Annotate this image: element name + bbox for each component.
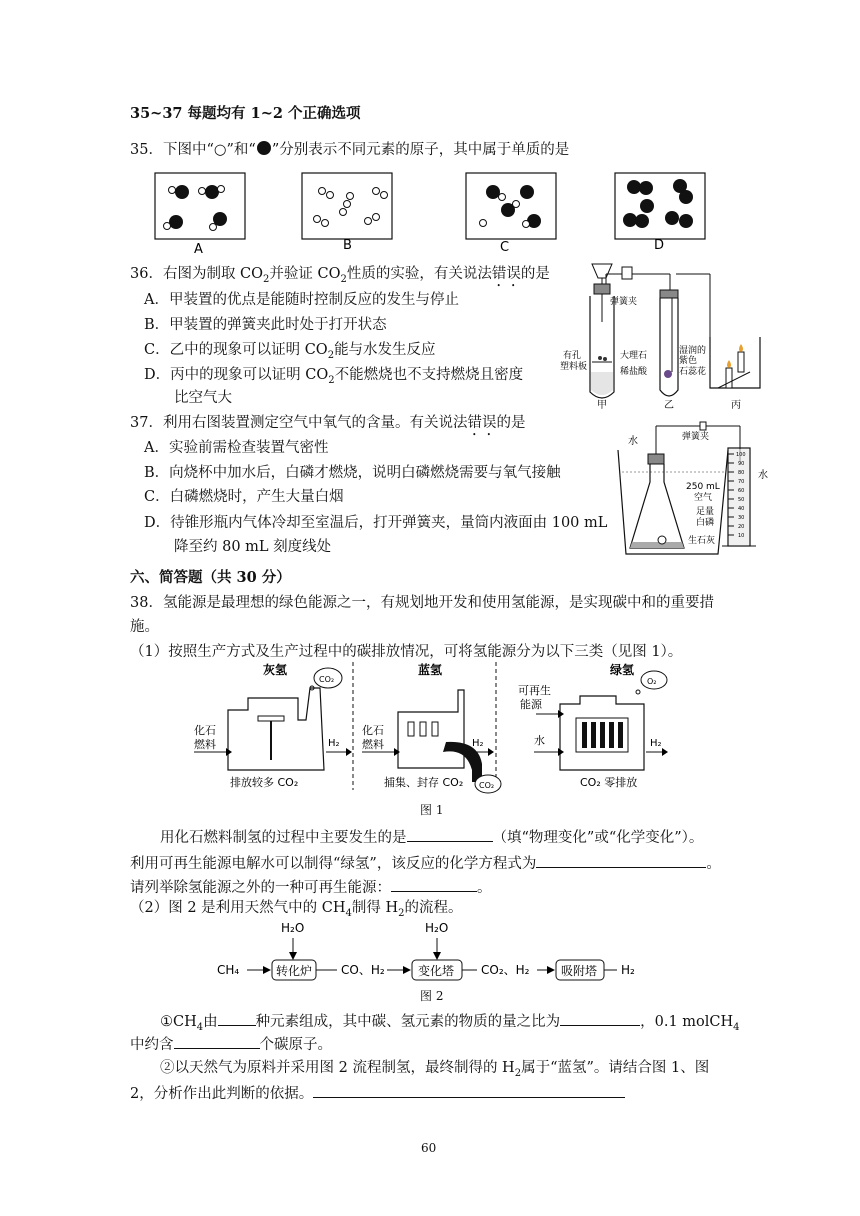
q38-intro-line1: 38．氢能源是最理想的绿色能源之一，有规划地开发和使用氢能源，是实现碳中和的重要措 xyxy=(130,595,714,611)
fig36-bing: 丙 xyxy=(731,400,741,411)
q36-apparatus-figure xyxy=(560,262,775,412)
q37-option-d: D．待锥形瓶内气体冷却至室温后，打开弹簧夹，量筒内液面由 100 mL xyxy=(144,515,608,531)
q37-option-d-line2: 降至约 80 mL 刻度线处 xyxy=(174,539,332,555)
q37-stem-pre: 37．利用右图装置测定空气中氧气的含量。有关说法 xyxy=(130,415,468,431)
sub: 4 xyxy=(196,1021,204,1033)
q38-p2-pre: （2）图 2 是利用天然气中的 CH xyxy=(130,900,346,916)
q37-emphasis: 错误 xyxy=(467,415,497,431)
q37-stem xyxy=(130,413,525,439)
sub: 2 xyxy=(327,349,335,361)
q36-option-b: B．甲装置的弹簧夹此时处于打开状态 xyxy=(144,317,387,333)
q37-apparatus-figure xyxy=(610,422,772,556)
svg-text:90: 90 xyxy=(738,461,745,467)
answer-blank-5[interactable] xyxy=(560,1010,640,1026)
q38-l1-post: （填“物理变化”或“化学变化”）。 xyxy=(492,830,704,846)
fig1-green-water: 水 xyxy=(534,734,545,747)
q38-s1-f: 个碳原子。 xyxy=(259,1037,332,1053)
q35-label-a: A xyxy=(194,242,203,257)
q38-s2-a: ②以天然气为原料并采用图 2 流程制氢，最终制得的 H xyxy=(160,1060,515,1076)
q35-a-molecules xyxy=(164,185,228,231)
q35-label-d: D xyxy=(654,238,665,253)
fig2-caption: 图 2 xyxy=(420,989,444,1003)
fig36-yi: 乙 xyxy=(664,400,674,411)
fig1-co2-blue: CO₂ xyxy=(479,781,495,790)
q38-s2-c: 2，分析作出此判断的依据。 xyxy=(130,1086,314,1102)
q38-s1-d: ，0.1 molCH xyxy=(640,1014,734,1030)
fig1-grey-fossil1: 化石 xyxy=(194,724,216,737)
q36-c-post: 能与水发生反应 xyxy=(334,342,436,358)
sub: 4 xyxy=(733,1021,740,1033)
fig36-acid: 稀盐酸 xyxy=(620,367,648,377)
q36-stem-post: 性质的实验，有关说法 xyxy=(346,266,492,282)
fig37-enough1: 足量 xyxy=(696,507,715,517)
q38-p2-post: 的流程。 xyxy=(404,900,463,916)
q36-c-pre: C．乙中的现象可以证明 CO xyxy=(144,342,328,358)
q35-stem-post: ”分别表示不同元素的原子，其中属于单质的是 xyxy=(271,142,570,158)
svg-text:70: 70 xyxy=(738,479,745,485)
fig36-plate: 有孔 xyxy=(563,351,582,361)
q38-l2-end: 。 xyxy=(706,856,721,872)
fig2-mid2: CO₂、H₂ xyxy=(481,963,530,977)
fig2-mid1: CO、H₂ xyxy=(341,963,385,977)
fig1-renew1: 可再生 xyxy=(518,684,551,697)
answer-blank-1[interactable] xyxy=(407,826,493,842)
q35-b-molecules xyxy=(314,188,388,227)
fig1-grey-fossil2: 燃料 xyxy=(194,738,216,751)
fig1-blue-fossil2: 燃料 xyxy=(362,738,384,751)
fig1-blue-h2: H₂ xyxy=(472,738,484,749)
fig37-enough2: 白磷 xyxy=(696,518,715,528)
fig1-green-h2: H₂ xyxy=(650,738,662,749)
fig37-water2: 水 xyxy=(758,470,768,481)
fig1-co2-grey: CO₂ xyxy=(319,675,335,684)
svg-text:80: 80 xyxy=(738,470,745,476)
q38-l1 xyxy=(160,826,703,848)
q38-part1: （1）按照生产方式及生产过程中的碳排放情况，可将氢能源分为以下三类（见图 1）。 xyxy=(130,644,683,660)
black-atom-icon xyxy=(257,141,271,155)
q38-l3-text: 请列举除氢能源之外的一种可再生能源： xyxy=(130,880,391,896)
q38-p2-mid: 制得 H xyxy=(351,900,399,916)
q36-option-a: A．甲装置的优点是能随时控制反应的发生与停止 xyxy=(144,292,459,308)
q38-s2-line2 xyxy=(130,1082,625,1104)
svg-text:30: 30 xyxy=(738,515,745,521)
q38-s1-a: ①CH xyxy=(160,1014,197,1030)
fig2-h2o-2: H₂O xyxy=(425,921,449,935)
q36-stem xyxy=(130,264,550,290)
fig37-vol: 250 mL xyxy=(686,482,720,492)
q37-stem-end: 的是 xyxy=(496,415,526,431)
fig2-out: H₂ xyxy=(621,963,635,977)
fig1-hydrogen-types xyxy=(188,660,728,800)
fig1-green-caption: CO₂ 零排放 xyxy=(580,776,638,789)
q35-c-molecules xyxy=(480,185,542,228)
fig36-clip: 弹簧夹 xyxy=(610,297,638,307)
q38-s1-c: 种元素组成，其中碳、氢元素的物质的量之比为 xyxy=(255,1014,561,1030)
fig1-grey-caption: 排放较多 CO₂ xyxy=(230,776,299,789)
fig36-plate2: 塑料板 xyxy=(560,362,588,372)
q36-option-c xyxy=(144,340,436,366)
fig1-renew2: 能源 xyxy=(520,698,542,711)
q35-stem xyxy=(130,140,569,160)
fig2-adsorb: 吸附塔 xyxy=(561,964,598,978)
svg-text:20: 20 xyxy=(738,524,745,530)
sub: 4 xyxy=(345,907,352,919)
answer-blank-6[interactable] xyxy=(174,1033,260,1049)
q35-stem-pre: 35．下图中“○”和“ xyxy=(130,142,256,158)
fig36-marble: 大理石 xyxy=(620,351,648,361)
part6-title: 六、简答题（共 30 分） xyxy=(130,569,291,586)
answer-blank-4[interactable] xyxy=(218,1010,256,1026)
fig1-caption: 图 1 xyxy=(420,803,444,817)
fig2-furnace: 转化炉 xyxy=(276,964,313,978)
q36-option-d xyxy=(144,365,523,391)
svg-text:40: 40 xyxy=(738,506,745,512)
svg-text:10: 10 xyxy=(738,533,745,539)
fig2-ch4-flow xyxy=(215,918,655,984)
fig37-clip: 弹簧夹 xyxy=(682,432,710,442)
fig1-blue-fossil1: 化石 xyxy=(362,724,384,737)
q35-d-molecules xyxy=(623,179,693,228)
page-number: 60 xyxy=(421,1141,437,1155)
q37-option-a: A．实验前需检查装置气密性 xyxy=(144,440,329,456)
fig1-grey: 灰氢 xyxy=(263,663,288,677)
svg-text:60: 60 xyxy=(738,488,745,494)
fig1-blue: 蓝氢 xyxy=(418,663,443,677)
sub: 2 xyxy=(263,273,270,285)
answer-blank-7[interactable] xyxy=(313,1082,625,1098)
q35-options-figure xyxy=(150,170,710,260)
fig37-lime: 生石灰 xyxy=(688,536,716,546)
q38-l2-text: 利用可再生能源电解水可以制得“绿氢”，该反应的化学方程式为 xyxy=(130,856,537,872)
fig2-h2o-1: H₂O xyxy=(281,921,305,935)
fig2-ch4: CH₄ xyxy=(217,963,240,977)
q36-stem-end: 的是 xyxy=(520,266,550,282)
q38-l1-pre: 用化石燃料制氢的过程中主要发生的是 xyxy=(160,830,407,846)
sub: 2 xyxy=(340,273,347,285)
q38-l3 xyxy=(130,876,492,898)
fig37-water: 水 xyxy=(628,436,638,447)
svg-text:50: 50 xyxy=(738,497,745,503)
fig1-grey-h2: H₂ xyxy=(328,738,340,749)
q36-option-d-line2: 比空气大 xyxy=(174,390,232,406)
q38-s2-b: 属于“蓝氢”。请结合图 1、图 xyxy=(521,1060,710,1076)
q36-stem-mid: 并验证 CO xyxy=(269,266,341,282)
fig37-air: 空气 xyxy=(694,493,713,503)
section-intro: 35~37 每题均有 1~2 个正确选项 xyxy=(130,105,361,122)
q38-intro-line2: 施。 xyxy=(130,619,159,635)
q38-s2 xyxy=(160,1058,709,1084)
answer-blank-2[interactable] xyxy=(536,852,706,868)
q37-option-b: B．向烧杯中加水后，白磷才燃烧，说明白磷燃烧需要与氧气接触 xyxy=(144,465,561,481)
q38-s1-line2 xyxy=(130,1033,332,1055)
q36-emphasis: 错误 xyxy=(491,266,521,282)
q35-label-c: C xyxy=(500,240,510,255)
answer-blank-3[interactable] xyxy=(391,876,477,892)
q36-stem-pre: 36．右图为制取 CO xyxy=(130,266,264,282)
fig2-tower: 变化塔 xyxy=(418,964,455,978)
q38-s1-e: 中约含 xyxy=(130,1037,174,1053)
fig36-litmus3: 石蕊花 xyxy=(679,367,707,377)
svg-text:100: 100 xyxy=(736,452,746,458)
fig1-o2: O₂ xyxy=(647,677,657,686)
q38-s1-b: 由 xyxy=(203,1014,218,1030)
fig36-litmus1: 湿润的 xyxy=(679,346,707,356)
fig36-litmus2: 紫色 xyxy=(679,356,698,366)
q38-l3-end: 。 xyxy=(477,880,492,896)
sub: 2 xyxy=(514,1067,522,1079)
sub: 2 xyxy=(328,374,335,386)
q38-l2 xyxy=(130,852,721,874)
fig1-blue-caption: 捕集、封存 CO₂ xyxy=(384,776,464,789)
sub: 2 xyxy=(398,907,405,919)
q37-option-c: C．白磷燃烧时，产生大量白烟 xyxy=(144,489,344,505)
fig36-jia: 甲 xyxy=(597,400,607,411)
fig1-green: 绿氢 xyxy=(610,663,635,677)
q36-d-post: 不能燃烧也不支持燃烧且密度 xyxy=(334,367,524,383)
q36-d-pre: D．丙中的现象可以证明 CO xyxy=(144,367,329,383)
q35-label-b: B xyxy=(343,238,352,253)
